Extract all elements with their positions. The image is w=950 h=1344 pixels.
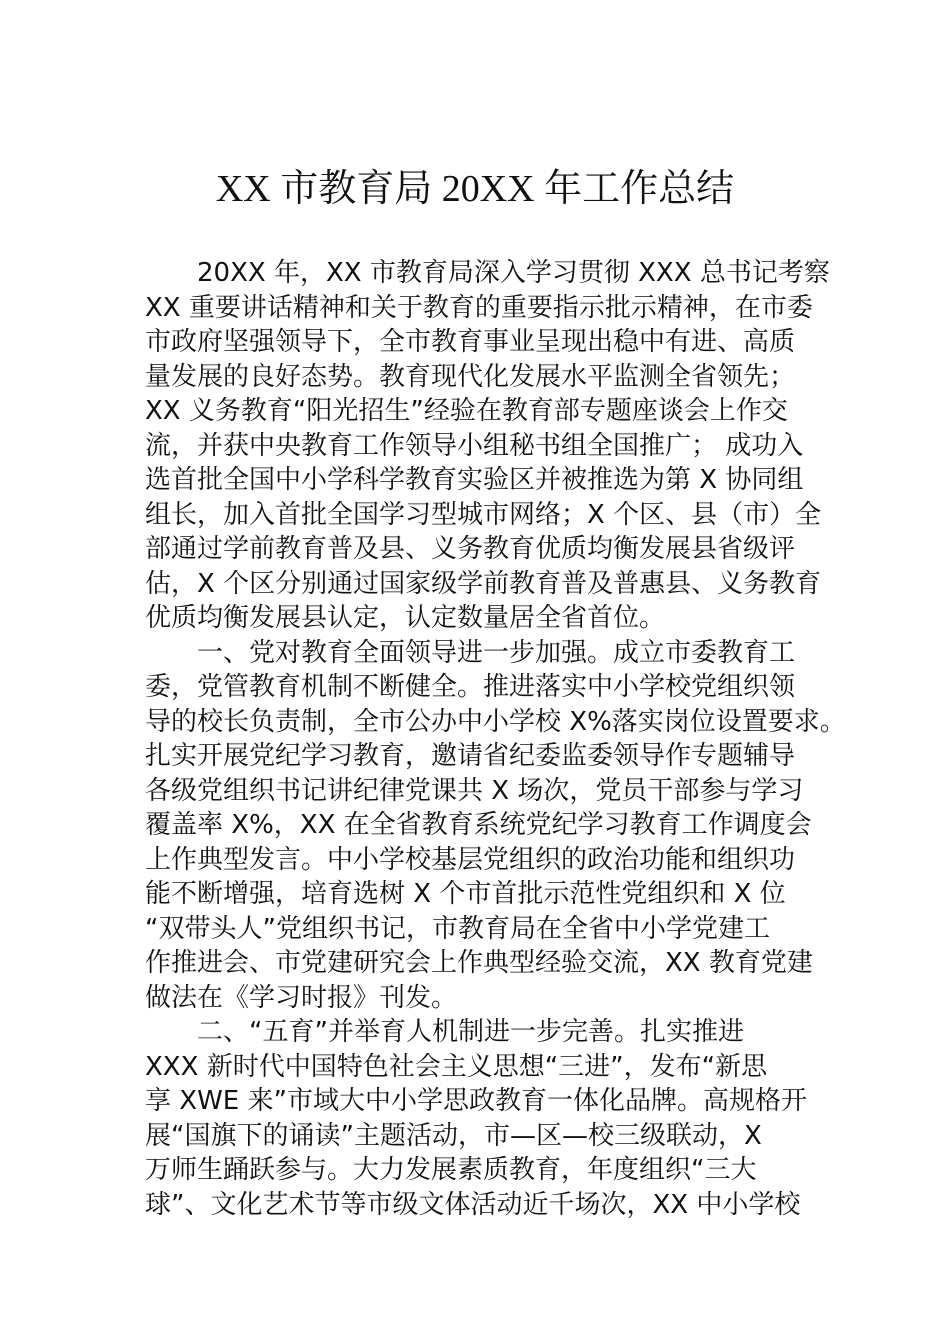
paragraph-line: 做法在《学习时报》刊发。	[145, 982, 458, 1013]
document-title: XX 市教育局 20XX 年工作总结	[215, 168, 735, 210]
paragraph-line: XXX 新时代中国特色社会主义思想“三进”，发布“新思	[145, 1051, 768, 1082]
paragraph-line: 导的校长负责制，全市公办中小学校 X%落实岗位设置要求。	[145, 706, 846, 737]
paragraph-line: 球”、文化艺术节等市级文体活动近千场次，XX 中小学校	[145, 1189, 801, 1220]
paragraph-line: 上作典型发言。中小学校基层党组织的政治功能和组织功	[145, 844, 796, 875]
document-body	[145, 256, 846, 1222]
paragraph-line: 委，党管教育机制不断健全。推进落实中小学校党组织领	[145, 672, 796, 702]
paragraph-line: 覆盖率 X%，XX 在全省教育系统党纪学习教育工作调度会	[145, 810, 812, 840]
paragraph-line: XX 重要讲话精神和关于教育的重要指示批示精神，在市委	[145, 292, 813, 323]
paragraph-line: 能不断增强，培育选树 X 个市首批示范性党组织和 X 位	[145, 879, 786, 909]
paragraph-line: XX 义务教育“阳光招生”经验在教育部专题座谈会上作交	[145, 396, 788, 426]
paragraph-line: 组长，加入首批全国学习型城市网络；X 个区、县（市）全	[145, 499, 822, 530]
paragraph-line: 享 XWE 来”市域大中小学思政教育一体化品牌。高规格开	[145, 1086, 807, 1116]
paragraph-line: 量发展的良好态势。教育现代化发展水平监测全省领先；	[145, 361, 796, 392]
paragraph-line: 扎实开展党纪学习教育，邀请省纪委监委领导作专题辅导	[145, 741, 796, 771]
paragraph-line: 一、党对教育全面领导进一步加强。成立市委教育工	[197, 637, 796, 668]
paragraph-line: 各级党组织书记讲纪律党课共 X 场次，党员干部参与学习	[145, 775, 804, 806]
paragraph-line: 二、“五育”并举育人机制进一步完善。扎实推进	[197, 1017, 744, 1047]
paragraph-line: 部通过学前教育普及县、义务教育优质均衡发展县省级评	[145, 534, 796, 564]
paragraph-line: 展“国旗下的诵读”主题活动，市—区—校三级联动，X	[145, 1120, 762, 1151]
paragraph-line: 20XX 年，XX 市教育局深入学习贯彻 XXX 总书记考察	[197, 258, 830, 288]
paragraph-line: 万师生踊跃参与。大力发展素质教育，年度组织“三大	[145, 1155, 757, 1185]
paragraph-line: 优质均衡发展县认定，认定数量居全省首位。	[145, 603, 666, 633]
paragraph-line: 选首批全国中小学科学教育实验区并被推选为第 X 协同组	[145, 465, 804, 495]
paragraph-line: 市政府坚强领导下，全市教育事业呈现出稳中有进、高质	[145, 327, 796, 357]
paragraph-line: 作推进会、市党建研究会上作典型经验交流，XX 教育党建	[145, 948, 813, 978]
paragraph-line: 流，并获中央教育工作领导小组秘书组全国推广； 成功入	[145, 430, 804, 461]
paragraph-line: “双带头人”党组织书记，市教育局在全省中小学党建工	[145, 913, 770, 944]
paragraph-line: 估，X 个区分别通过国家级学前教育普及普惠县、义务教育	[145, 568, 822, 599]
